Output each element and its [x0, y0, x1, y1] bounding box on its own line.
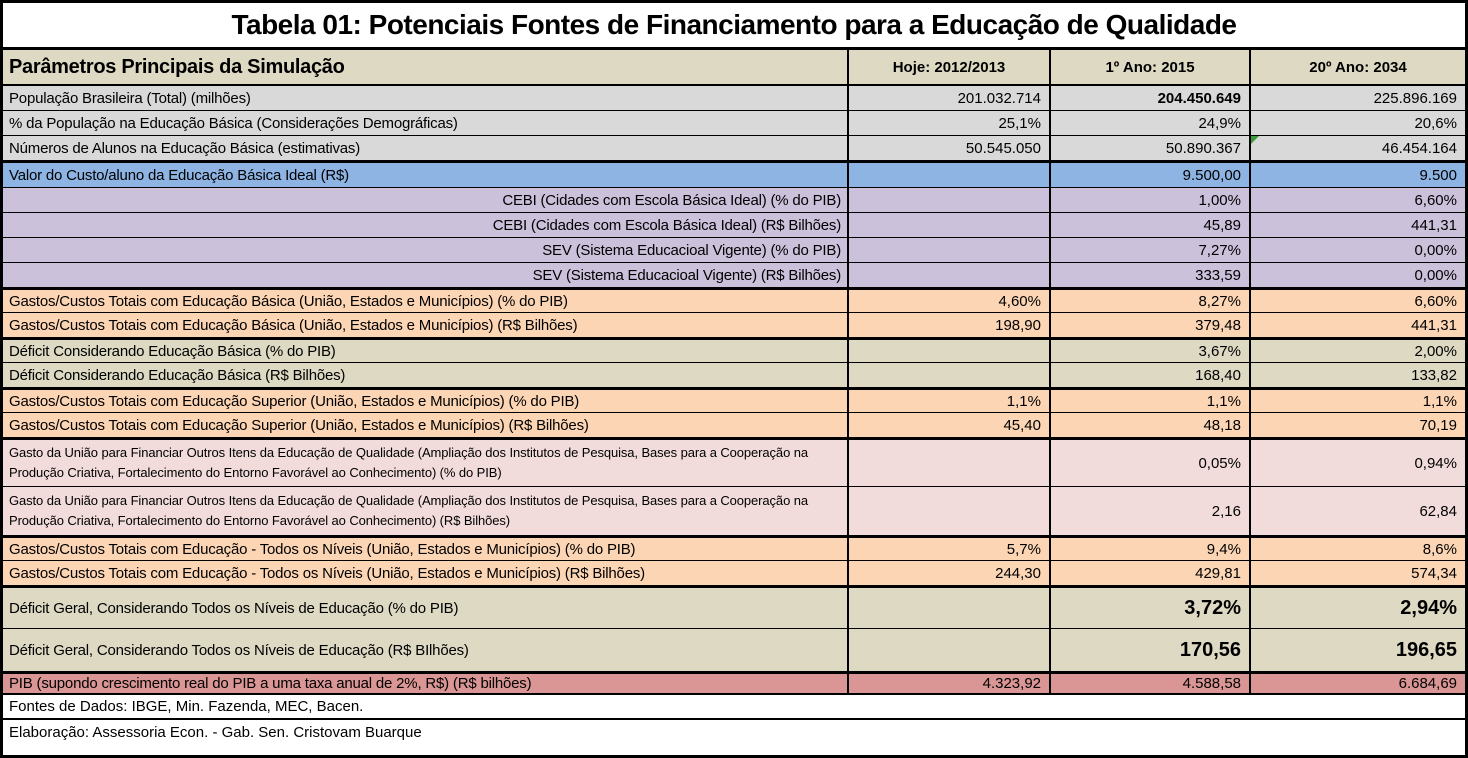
- cell-value-ano1: 45,89: [1051, 213, 1251, 237]
- cell-value-ano20: 2,94%: [1400, 596, 1457, 619]
- cell-value-ano1: 379,48: [1051, 313, 1251, 337]
- cell-value-ano1: 429,81: [1051, 561, 1251, 585]
- table-row: [3, 213, 1465, 238]
- cell-value-ano20: 196,65: [1395, 638, 1457, 661]
- cell-value-ano20: 441,31: [1411, 216, 1457, 234]
- row-label: Valor do Custo/aluno da Educação Básica Ideal (R$): [3, 163, 849, 187]
- cell-value-hoje: [849, 163, 1051, 187]
- cell-value-ano1: 0,05%: [1051, 440, 1251, 486]
- row-label: Déficit Geral, Considerando Todos os Níveis de Educação (R$ BIlhões): [3, 629, 849, 671]
- column-header-ano1: 1º Ano: 2015: [1051, 50, 1251, 84]
- row-label: Gastos/Custos Totais com Educação - Todos os Níveis (União, Estados e Municípios) (% do PIB): [3, 538, 849, 560]
- cell-value-ano1: 168,40: [1051, 363, 1251, 387]
- cell-value-hoje: [849, 629, 1051, 671]
- cell-value-hoje: [849, 238, 1051, 262]
- cell-value-ano1: 24,9%: [1051, 111, 1251, 135]
- cell-value-ano20: 441,31: [1411, 316, 1457, 334]
- table-row: [3, 561, 1465, 586]
- cell-value-hoje: 5,7%: [849, 538, 1051, 560]
- table-row: [3, 586, 1465, 629]
- cell-value-ano20: 46.454.164: [1251, 136, 1465, 160]
- cell-value-ano1: 8,27%: [1051, 290, 1251, 312]
- cell-value-ano20: 1,1%: [1422, 392, 1457, 410]
- cell-value-ano1: 1,1%: [1051, 390, 1251, 412]
- cell-value-hoje: [849, 213, 1051, 237]
- table-row: [3, 629, 1465, 672]
- row-label: Déficit Considerando Educação Básica (% do PIB): [3, 340, 849, 362]
- column-header-hoje: Hoje: 2012/2013: [849, 50, 1051, 84]
- table-body: [3, 86, 1465, 695]
- row-label: CEBI (Cidades com Escola Básica Ideal) (% do PIB): [3, 188, 849, 212]
- table-row: [3, 161, 1465, 188]
- table-row: [3, 438, 1465, 487]
- cell-value-hoje: 244,30: [849, 561, 1051, 585]
- cell-value-ano20: 133,82: [1411, 366, 1457, 384]
- table-header-row: [3, 50, 1465, 86]
- table-row: [3, 188, 1465, 213]
- cell-value-ano1: 333,59: [1051, 263, 1251, 287]
- table-row: [3, 672, 1465, 695]
- table-row: [3, 238, 1465, 263]
- table-row: [3, 487, 1465, 536]
- cell-value-hoje: [849, 588, 1051, 628]
- row-label: Gastos/Custos Totais com Educação Superior (União, Estados e Municípios) (% do PIB): [3, 390, 849, 412]
- cell-value-ano20: 225.896.169: [1373, 89, 1457, 107]
- row-label: Gasto da União para Financiar Outros Itens da Educação de Qualidade (Ampliação dos Institutos de Pesquisa, Bases para a Cooperação na Produção Criativa, Fortalecimento do Entorno Favorável ao Conhecimento) (% do PIB): [3, 440, 849, 486]
- cell-value-ano20: 0,00%: [1414, 241, 1457, 259]
- cell-value-hoje: 25,1%: [849, 111, 1051, 135]
- row-label: Números de Alunos na Educação Básica (estimativas): [3, 136, 849, 160]
- row-label: SEV (Sistema Educacioal Vigente) (R$ Bilhões): [3, 263, 849, 287]
- cell-value-ano1: 1,00%: [1051, 188, 1251, 212]
- cell-value-ano1: 9,4%: [1051, 538, 1251, 560]
- table-row: [3, 413, 1465, 438]
- cell-value-ano20: 70,19: [1419, 416, 1457, 434]
- cell-value-ano1: 2,16: [1051, 487, 1251, 535]
- row-label: Déficit Geral, Considerando Todos os Níveis de Educação (% do PIB): [3, 588, 849, 628]
- table-row: [3, 263, 1465, 288]
- cell-value-ano1: 3,72%: [1051, 588, 1251, 628]
- table-row: [3, 136, 1465, 161]
- cell-value-hoje: 1,1%: [849, 390, 1051, 412]
- cell-value-hoje: [849, 363, 1051, 387]
- cell-value-hoje: 201.032.714: [849, 86, 1051, 110]
- cell-value-ano20: 6,60%: [1414, 292, 1457, 310]
- cell-flag-icon: [1251, 136, 1259, 144]
- cell-value-ano20: 20,6%: [1414, 114, 1457, 132]
- row-label: Gastos/Custos Totais com Educação Básica (União, Estados e Municípios) (R$ Bilhões): [3, 313, 849, 337]
- table-row: [3, 388, 1465, 413]
- row-label: População Brasileira (Total) (milhões): [3, 86, 849, 110]
- cell-value-ano20: 62,84: [1419, 502, 1457, 520]
- row-label: Déficit Considerando Educação Básica (R$ Bilhões): [3, 363, 849, 387]
- row-label: Gastos/Custos Totais com Educação - Todos os Níveis (União, Estados e Municípios) (R$ Bilhões): [3, 561, 849, 585]
- column-header-ano20: 20º Ano: 2034: [1309, 58, 1407, 76]
- cell-value-hoje: 198,90: [849, 313, 1051, 337]
- cell-value-hoje: 50.545.050: [849, 136, 1051, 160]
- table-row: [3, 363, 1465, 388]
- cell-value-hoje: [849, 440, 1051, 486]
- cell-value-ano1: 48,18: [1051, 413, 1251, 437]
- row-label: Gastos/Custos Totais com Educação Superior (União, Estados e Municípios) (R$ Bilhões): [3, 413, 849, 437]
- cell-value-hoje: [849, 188, 1051, 212]
- table-row: [3, 536, 1465, 561]
- table-row: [3, 338, 1465, 363]
- table-row: [3, 288, 1465, 313]
- row-label: Gastos/Custos Totais com Educação Básica (União, Estados e Municípios) (% do PIB): [3, 290, 849, 312]
- cell-value-ano20: 574,34: [1411, 564, 1457, 582]
- header-param-label: Parâmetros Principais da Simulação: [3, 50, 849, 84]
- cell-value-ano1: 3,67%: [1051, 340, 1251, 362]
- cell-value-ano20: 6,60%: [1414, 191, 1457, 209]
- cell-value-hoje: [849, 487, 1051, 535]
- cell-value-ano20: 2,00%: [1414, 342, 1457, 360]
- row-label: % da População na Educação Básica (Considerações Demográficas): [3, 111, 849, 135]
- cell-value-ano20: 8,6%: [1422, 540, 1457, 558]
- cell-value-ano20: 0,00%: [1414, 266, 1457, 284]
- cell-value-ano1: 4.588,58: [1051, 674, 1251, 693]
- row-label: Gasto da União para Financiar Outros Itens da Educação de Qualidade (Ampliação dos Institutos de Pesquisa, Bases para a Cooperação na Produção Criativa, Fortalecimento do Entorno Favorável ao Conhecimento) (R$ Bilhões): [3, 487, 849, 535]
- table-title: Tabela 01: Potenciais Fontes de Financiamento para a Educação de Qualidade: [3, 3, 1465, 50]
- row-label: PIB (supondo crescimento real do PIB a uma taxa anual de 2%, R$) (R$ bilhões): [3, 674, 849, 693]
- cell-value-ano1: 170,56: [1051, 629, 1251, 671]
- cell-value-ano20: 6.684,69: [1398, 675, 1457, 692]
- cell-value-ano20: 0,94%: [1414, 454, 1457, 472]
- cell-value-ano1: 50.890.367: [1051, 136, 1251, 160]
- footer-sources: Fontes de Dados: IBGE, Min. Fazenda, MEC, Bacen.: [3, 695, 1465, 720]
- table-row: [3, 313, 1465, 338]
- cell-value-ano1: 9.500,00: [1051, 163, 1251, 187]
- table-row: [3, 111, 1465, 136]
- cell-value-ano20: 9.500: [1419, 166, 1457, 184]
- cell-value-hoje: [849, 263, 1051, 287]
- row-label: SEV (Sistema Educacioal Vigente) (% do PIB): [3, 238, 849, 262]
- row-label: CEBI (Cidades com Escola Básica Ideal) (R$ Bilhões): [3, 213, 849, 237]
- cell-value-ano1: 204.450.649: [1051, 86, 1251, 110]
- cell-value-ano1: 7,27%: [1051, 238, 1251, 262]
- table-row: [3, 86, 1465, 111]
- cell-value-hoje: 4,60%: [849, 290, 1051, 312]
- footer-elaboration: Elaboração: Assessoria Econ. - Gab. Sen. Cristovam Buarque: [3, 720, 1465, 745]
- cell-value-hoje: [849, 340, 1051, 362]
- cell-value-hoje: 45,40: [849, 413, 1051, 437]
- cell-value-hoje: 4.323,92: [849, 674, 1051, 693]
